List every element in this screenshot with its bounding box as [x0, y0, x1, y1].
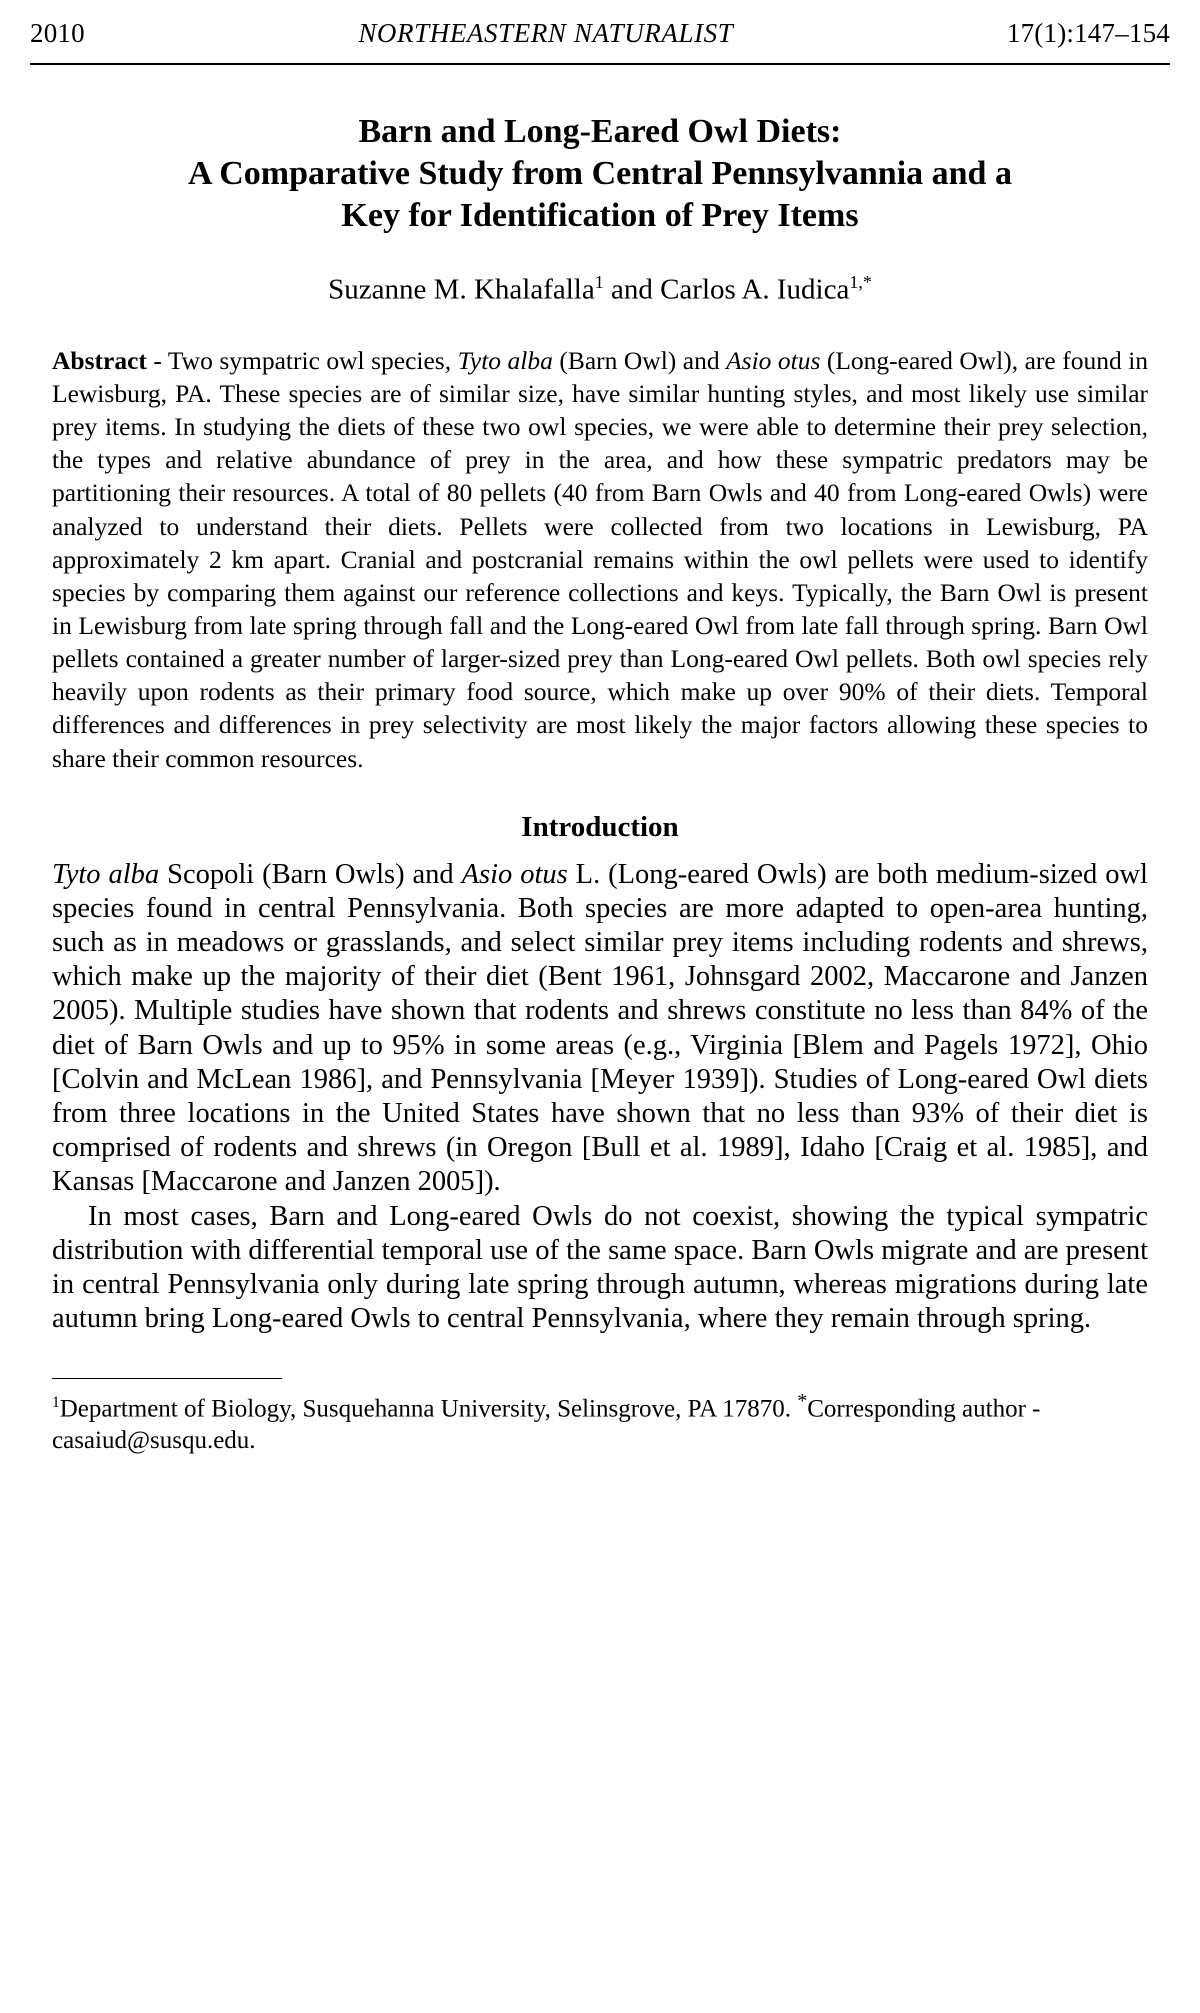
page-title [114, 111, 1086, 237]
footnote-star-marker: * [797, 1390, 808, 1413]
abstract [52, 344, 1148, 775]
running-head-pages: 17(1):147–154 [1006, 18, 1170, 48]
abstract-label: Abstract [52, 345, 147, 375]
author-one-affiliation-marker: 1 [594, 272, 604, 293]
author-joiner: and [603, 274, 661, 307]
author-two: Carlos A. Iudica [660, 274, 850, 307]
intro-species-asio-otus: Asio otus [461, 858, 568, 890]
intro-text-1: Scopoli (Barn Owls) and [159, 858, 462, 890]
introduction-paragraph-2: In most cases, Barn and Long-eared Owls do not coexist, showing the typical sympatric distribution with differential temporal use of the same space. Barn Owls migrate and are present in central Pennsylvania only during late spring through autumn, whereas migrations during late autumn bring Long-eared Owls to central Pennsylvania, where they remain through spring. [52, 1200, 1148, 1335]
footnote-divider [52, 1378, 282, 1379]
intro-species-tyto-alba: Tyto alba [52, 858, 160, 890]
section-heading-introduction: Introduction [521, 810, 679, 843]
footnote [52, 1389, 1148, 1456]
footnote-marker: 1 [52, 1394, 60, 1412]
introduction-body [52, 858, 1148, 1337]
running-head-year: 2010 [30, 18, 85, 48]
footnote-text-2: Corresponding author - casaiud@susqu.edu. [52, 1395, 1041, 1455]
title-line-2: A Comparative Study from Central Pennsylvannia and a [188, 155, 1012, 193]
running-head [30, 0, 1170, 59]
abstract-species-asio-otus: Asio otus [726, 345, 821, 375]
introduction-paragraph-1 [52, 858, 1148, 1200]
abstract-text-1: Two sympatric owl species, [167, 345, 458, 375]
title-line-3: Key for Identification of Prey Items [341, 197, 859, 235]
author-list [30, 271, 1170, 309]
abstract-species-tyto-alba: Tyto alba [457, 345, 553, 375]
header-divider [30, 63, 1170, 65]
intro-text-2: L. (Long-eared Owls) are both medium-sized owl species found in central Pennsylvania. Both species are more adapted to open-area hunting, such as in meadows or grasslands, and select similar prey items including rodents and shrews, which make up the majority of their diet (Bent 1961, Johnsgard 2002, Maccarone and Janzen 2005). Multiple studies have shown that rodents and shrews constitute no less than 84% of the diet of Barn Owls and up to 95% in some areas (e.g., Virginia [Blem and Pagels 1972], Ohio [Colvin and McLean 1986], and Pennsylvania [Meyer 1939]). Studies of Long-eared Owl diets from three locations in the United States have shown that no less than 93% of their diet is comprised of rodents and shrews (in Oregon [Bull et al. 1989], Idaho [Craig et al. 1985], and Kansas [Maccarone and Janzen 2005]). [52, 858, 1148, 1198]
footnote-text-1: Department of Biology, Susquehanna University, Selinsgrove, PA 17870. [59, 1395, 798, 1423]
running-head-journal: NORTHEASTERN NATURALIST [358, 18, 734, 48]
abstract-text-2: (Barn Owl) and [552, 345, 727, 375]
author-two-affiliation-marker: 1,* [849, 272, 872, 293]
author-one: Suzanne M. Khalafalla [328, 274, 595, 307]
footnote-area [52, 1378, 1148, 1456]
abstract-dash: - [146, 345, 168, 375]
abstract-text-3: (Long-eared Owl), are found in Lewisburg, PA. These species are of similar size, have similar hunting styles, and most likely use similar prey items. In studying the diets of these two owl species, we were able to determine their prey selection, the types and relative abundance of prey in the area, and how these sympatric predators may be partitioning their resources. A total of 80 pellets (40 from Barn Owls and 40 from Long-eared Owls) were analyzed to understand their diets. Pellets were collected from two locations in Lewisburg, PA approximately 2 km apart. Cranial and postcranial remains within the owl pellets were used to identify species by comparing them against our reference collections and keys. Typically, the Barn Owl is present in Lewisburg from late spring through fall and the Long-eared Owl from late fall through spring. Barn Owl pellets contained a greater number of larger-sized prey than Long-eared Owl pellets. Both owl species rely heavily upon rodents as their primary food source, which make up over 90% of their diets. Temporal differences and differences in prey selectivity are most likely the major factors allowing these species to share their common resources. [52, 345, 1149, 773]
title-line-1: Barn and Long-Eared Owl Diets: [358, 113, 842, 150]
